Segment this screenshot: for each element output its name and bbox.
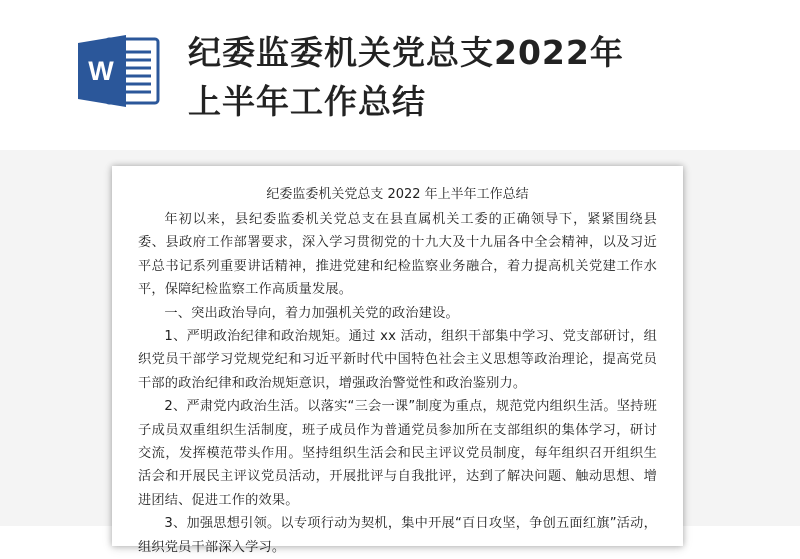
page-title	[188, 28, 788, 126]
document-title: 纪委监委机关党总支 2022 年上半年工作总结	[266, 187, 529, 202]
document-paragraph: 年初以来，县纪委监委机关党总支在县直属机关工委的正确领导下，紧紧围绕县委、县政府工作部署要求，深入学习贯彻党的十九大及十九届各中全会精神，以及习近平总书记系列重要讲话精神，推进党建和纪检监察业务融合，着力提高机关党建工作水平，保障纪检监察工作高质量发展。	[138, 212, 657, 298]
word-document-icon	[76, 33, 164, 109]
word-icon-letter: W	[88, 56, 114, 86]
document-paragraph: 1、严明政治纪律和政治规矩。通过 xx 活动，组织干部集中学习、党支部研讨，组织党员干部学习党规党纪和习近平新时代中国特色社会主义思想等政治理论，提高党员干部的政治纪律和政治规矩意识，增强政治警觉性和政治鉴别力。	[138, 329, 657, 391]
header	[0, 0, 800, 150]
document-paragraph: 2、严肃党内政治生活。以落实“三会一课”制度为重点，规范党内组织生活。坚持班子成员双重组织生活制度，班子成员作为普通党员参加所在支部组织的集体学习，研讨交流，发挥模范带头作用。坚持组织生活会和民主评议党员制度，每年组织召开组织生活会和开展民主评议党员活动，开展批评与自我批评，达到了解决问题、触动思想、增进团结、促进工作的效果。	[138, 399, 657, 508]
document-section-heading: 一、突出政治导向，着力加强机关党的政治建设。	[164, 305, 459, 321]
document-paragraph: 3、加强思想引领。以专项行动为契机，集中开展“百日攻坚，争创五面红旗”活动，组织党员干部深入学习。	[138, 516, 657, 555]
document-page	[112, 166, 683, 555]
page-title-line-2: 上半年工作总结	[188, 82, 426, 121]
page-title-line-1: 纪委监委机关党总支2022年	[188, 33, 624, 72]
